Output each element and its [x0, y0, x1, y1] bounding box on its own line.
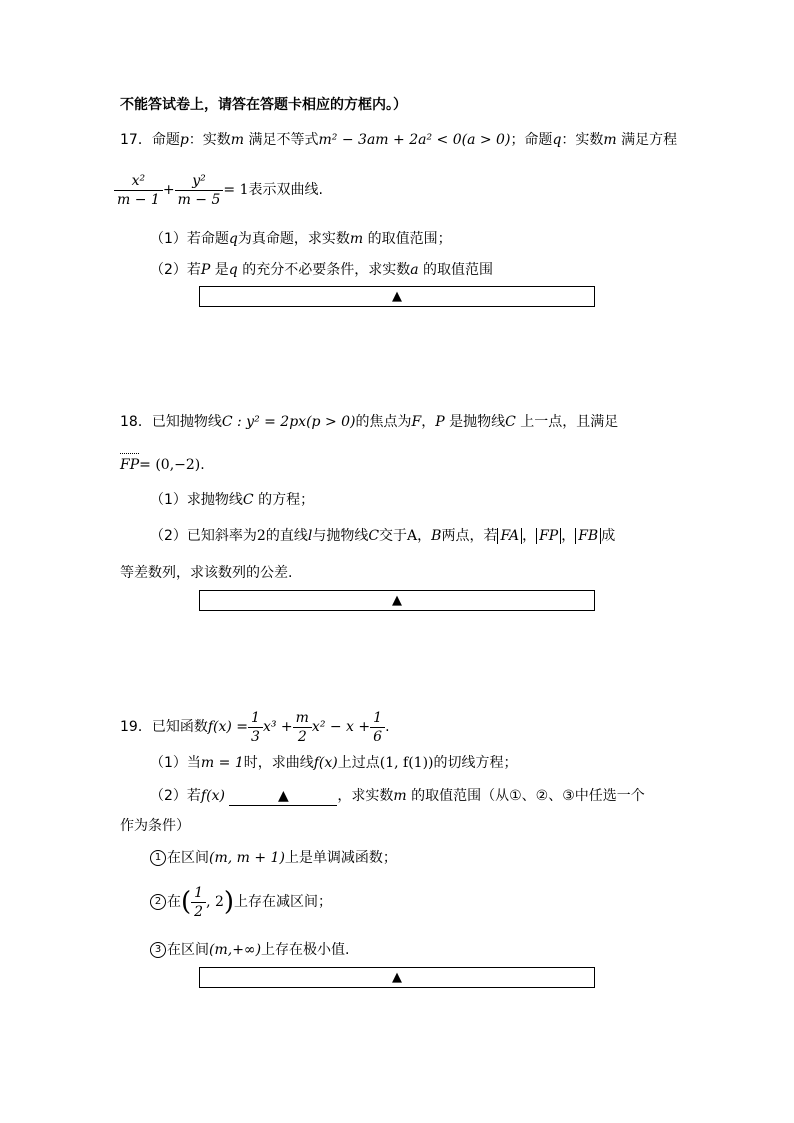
circled-number-1: 1	[150, 850, 166, 866]
fraction: $\frac{\text{x²}}{m - 1}$	[114, 172, 163, 209]
fraction: $\frac{1}{2}$	[191, 884, 206, 921]
condition-blank[interactable]	[229, 787, 337, 806]
q18-stem-line1: 18．已知抛物线C : y² = 2px(p > 0)的焦点为F，P 是抛物线C 上一点，且满足	[120, 414, 619, 430]
abs-fb: FB	[575, 528, 601, 544]
triangle-marker-icon: ▲	[392, 593, 402, 608]
fraction: $\frac{1}{6}$	[370, 709, 385, 746]
q19-part2-line2: 作为条件）	[120, 818, 190, 834]
q17-part2: （2）若P 是q 的充分不必要条件，求实数a 的取值范围	[150, 262, 494, 278]
fraction: $\frac{m}{2}$	[293, 709, 312, 746]
abs-fp: FP	[536, 528, 561, 544]
q17-stem-line1: 17．命题p：实数m 满足不等式m² − 3am + 2a² < 0(a > 0)；命题q：实数m 满足方程	[120, 132, 678, 148]
triangle-marker-icon: ▲	[392, 970, 402, 985]
q19-option-2: 2 在( $\frac{1}{2}$ , 2)上存在减区间；	[150, 880, 332, 926]
q18-parabola-equation: C : y² = 2px(p > 0)	[221, 414, 356, 430]
triangle-marker-icon: ▲	[278, 788, 289, 804]
abs-fa: FA	[497, 528, 522, 544]
fraction: $\frac{1}{3}$	[248, 709, 263, 746]
q18-stem-line2: FP= (0,−2).	[120, 457, 205, 473]
q19-option-3: 3 在区间(m,+∞)上存在极小值.	[150, 940, 350, 960]
q17-part1: （1）若命题q为真命题，求实数m 的取值范围；	[150, 231, 452, 247]
circled-number-3: 3	[150, 942, 166, 958]
q17-hyperbola-equation: $\frac{\text{x²}}{m - 1}$ + $\frac{\text{y²}}{m - 5}$ = 1表示双曲线.	[114, 170, 323, 214]
q17-inequality: m² − 3am + 2a² < 0(a > 0)	[318, 132, 511, 148]
q18-part2-line2: 等差数列，求该数列的公差.	[120, 565, 293, 581]
q18-part1: （1）求抛物线C 的方程；	[150, 492, 315, 508]
circled-number-2: 2	[150, 894, 166, 910]
q18-answer-box[interactable]	[199, 590, 595, 611]
q19-option-1: 1 在区间(m, m + 1)上是单调减函数；	[150, 848, 397, 868]
q19-answer-box[interactable]	[199, 967, 595, 988]
q19-part2-line1: （2）若f(x) ▲ ，求实数m 的取值范围（从①、②、③中任选一个	[150, 788, 645, 804]
q17-answer-box[interactable]	[199, 286, 595, 307]
instruction-note: 不能答试卷上，请答在答题卡相应的方框内。）	[120, 97, 407, 113]
q19-part1: （1）当m = 1时，求曲线f(x)上过点(1, f(1))的切线方程；	[150, 755, 518, 771]
q19-function-definition: 19．已知函数f(x) = $\frac{1}{3}$ x³ + $\frac{m}{2}$ x² − x + $\frac{1}{6}$ .	[120, 709, 390, 745]
fraction: $\frac{\text{y²}}{m - 5}$	[175, 172, 224, 209]
vector-fp: FP	[120, 457, 140, 473]
q18-part2-line1: （2）已知斜率为2的直线l与抛物线C交于A，B两点，若 FA ， FP ， FB 成	[150, 528, 616, 544]
triangle-marker-icon: ▲	[392, 289, 402, 304]
